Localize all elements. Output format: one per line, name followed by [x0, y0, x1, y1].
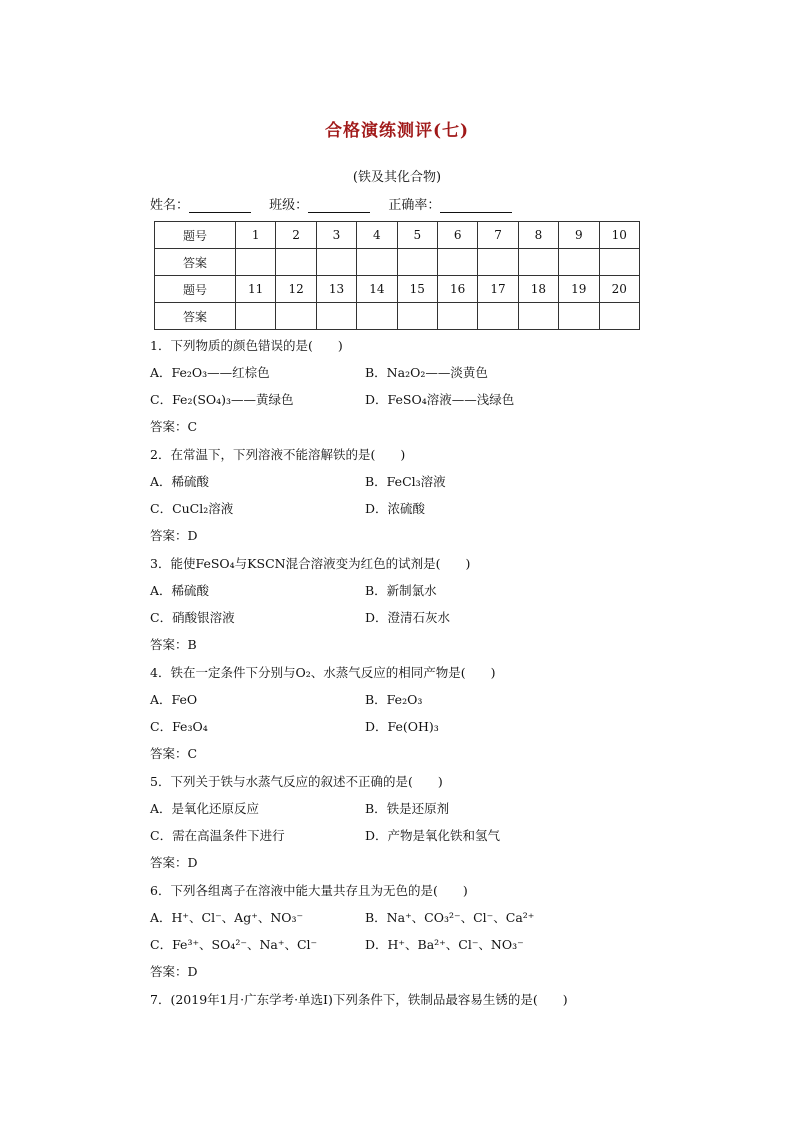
question-number-cell: 20 — [599, 276, 639, 303]
question-6-option-a[interactable]: A．H⁺、Cl⁻、Ag⁺、NO₃⁻ — [150, 910, 304, 925]
question-2-stem: 2．在常温下，下列溶液不能溶解铁的是( ) — [150, 447, 406, 462]
question-3-stem: 3．能使FeSO₄与KSCN混合溶液变为红色的试剂是( ) — [150, 556, 471, 571]
rate-blank[interactable] — [440, 200, 512, 213]
question-5-option-b[interactable]: B．铁是还原剂 — [365, 801, 450, 816]
answer-cell[interactable] — [518, 303, 558, 330]
question-number-cell: 3 — [316, 222, 356, 249]
row-label-answer: 答案 — [155, 249, 236, 276]
question-number-cell: 14 — [357, 276, 397, 303]
question-number-cell: 16 — [437, 276, 477, 303]
student-info-line — [150, 194, 526, 213]
answer-cell[interactable] — [276, 249, 316, 276]
question-2-option-c[interactable]: C．CuCl₂溶液 — [150, 501, 234, 516]
question-4-option-d[interactable]: D．Fe(OH)₃ — [365, 719, 439, 734]
question-number-cell: 17 — [478, 276, 518, 303]
question-3-answer: 答案：B — [150, 637, 197, 652]
answer-cell[interactable] — [437, 249, 477, 276]
question-3-option-b[interactable]: B．新制氯水 — [365, 583, 437, 598]
answer-cell[interactable] — [236, 303, 276, 330]
question-1-option-d[interactable]: D．FeSO₄溶液——浅绿色 — [365, 392, 515, 407]
question-6-option-b[interactable]: B．Na⁺、CO₃²⁻、Cl⁻、Ca²⁺ — [365, 910, 535, 925]
answer-cell[interactable] — [478, 303, 518, 330]
question-1-option-c[interactable]: C．Fe₂(SO₄)₃——黄绿色 — [150, 392, 294, 407]
rate-label: 正确率： — [388, 198, 441, 213]
question-number-cell: 2 — [276, 222, 316, 249]
question-5-option-a[interactable]: A．是氧化还原反应 — [150, 801, 260, 816]
question-5-answer: 答案：D — [150, 855, 198, 870]
question-2-answer: 答案：D — [150, 528, 198, 543]
class-blank[interactable] — [308, 200, 370, 213]
question-6-option-c[interactable]: C．Fe³⁺、SO₄²⁻、Na⁺、Cl⁻ — [150, 937, 318, 952]
question-number-cell: 5 — [397, 222, 437, 249]
question-1-option-b[interactable]: B．Na₂O₂——淡黄色 — [365, 365, 488, 380]
question-7-stem: 7．(2019年1月·广东学考·单选Ⅰ)下列条件下，铁制品最容易生锈的是( ) — [150, 992, 568, 1007]
question-4-option-a[interactable]: A．FeO — [150, 692, 198, 707]
question-number-row-2 — [155, 276, 640, 303]
question-3-option-c[interactable]: C．硝酸银溶液 — [150, 610, 235, 625]
question-6-answer: 答案：D — [150, 964, 198, 979]
question-1-option-a[interactable]: A．Fe₂O₃——红棕色 — [150, 365, 270, 380]
answer-cell[interactable] — [518, 249, 558, 276]
question-number-cell: 18 — [518, 276, 558, 303]
answer-cell[interactable] — [559, 303, 599, 330]
question-6-option-d[interactable]: D．H⁺、Ba²⁺、Cl⁻、NO₃⁻ — [365, 937, 524, 952]
answer-cell[interactable] — [357, 249, 397, 276]
question-number-cell: 10 — [599, 222, 639, 249]
answer-cell[interactable] — [316, 303, 356, 330]
question-4-stem: 4．铁在一定条件下分别与O₂、水蒸气反应的相同产物是( ) — [150, 665, 496, 680]
question-5-option-d[interactable]: D．产物是氧化铁和氢气 — [365, 828, 501, 843]
page-subtitle: (铁及其化合物) — [352, 170, 442, 185]
question-3-option-d[interactable]: D．澄清石灰水 — [365, 610, 451, 625]
question-4-answer: 答案：C — [150, 746, 198, 761]
question-number-cell: 6 — [437, 222, 477, 249]
answer-cell[interactable] — [478, 249, 518, 276]
answer-cell[interactable] — [437, 303, 477, 330]
question-number-cell: 19 — [559, 276, 599, 303]
question-number-cell: 12 — [276, 276, 316, 303]
question-number-cell: 4 — [357, 222, 397, 249]
question-3-option-a[interactable]: A．稀硫酸 — [150, 583, 210, 598]
answer-cell[interactable] — [599, 303, 639, 330]
row-label-question-number: 题号 — [155, 222, 236, 249]
question-number-cell: 9 — [559, 222, 599, 249]
question-2-option-a[interactable]: A．稀硫酸 — [150, 474, 210, 489]
answer-cell[interactable] — [316, 249, 356, 276]
question-5-stem: 5．下列关于铁与水蒸气反应的叙述不正确的是( ) — [150, 774, 443, 789]
question-2-option-d[interactable]: D．浓硫酸 — [365, 501, 426, 516]
question-2-option-b[interactable]: B．FeCl₃溶液 — [365, 474, 446, 489]
question-number-cell: 7 — [478, 222, 518, 249]
question-6-stem: 6．下列各组离子在溶液中能大量共存且为无色的是( ) — [150, 883, 468, 898]
question-number-cell: 8 — [518, 222, 558, 249]
question-1-answer: 答案：C — [150, 419, 198, 434]
answer-cell[interactable] — [357, 303, 397, 330]
answer-cell[interactable] — [397, 249, 437, 276]
question-number-cell: 13 — [316, 276, 356, 303]
question-4-option-c[interactable]: C．Fe₃O₄ — [150, 719, 208, 734]
answer-cell[interactable] — [559, 249, 599, 276]
question-number-cell: 11 — [236, 276, 276, 303]
page-title: 合格演练测评(七) — [324, 121, 470, 141]
answer-cell[interactable] — [397, 303, 437, 330]
answer-cell[interactable] — [276, 303, 316, 330]
question-number-cell: 1 — [236, 222, 276, 249]
answer-cell[interactable] — [599, 249, 639, 276]
question-5-option-c[interactable]: C．需在高温条件下进行 — [150, 828, 285, 843]
name-label: 姓名： — [150, 198, 190, 213]
answer-cell[interactable] — [236, 249, 276, 276]
row-label-question-number: 题号 — [155, 276, 236, 303]
row-label-answer: 答案 — [155, 303, 236, 330]
question-1-stem: 1．下列物质的颜色错误的是( ) — [150, 338, 343, 353]
class-label: 班级： — [269, 198, 309, 213]
question-4-option-b[interactable]: B．Fe₂O₃ — [365, 692, 423, 707]
answer-row-2 — [155, 303, 640, 330]
question-number-row-1 — [155, 222, 640, 249]
name-blank[interactable] — [189, 200, 251, 213]
question-number-cell: 15 — [397, 276, 437, 303]
answer-row-1 — [155, 249, 640, 276]
answer-grid — [154, 221, 640, 330]
